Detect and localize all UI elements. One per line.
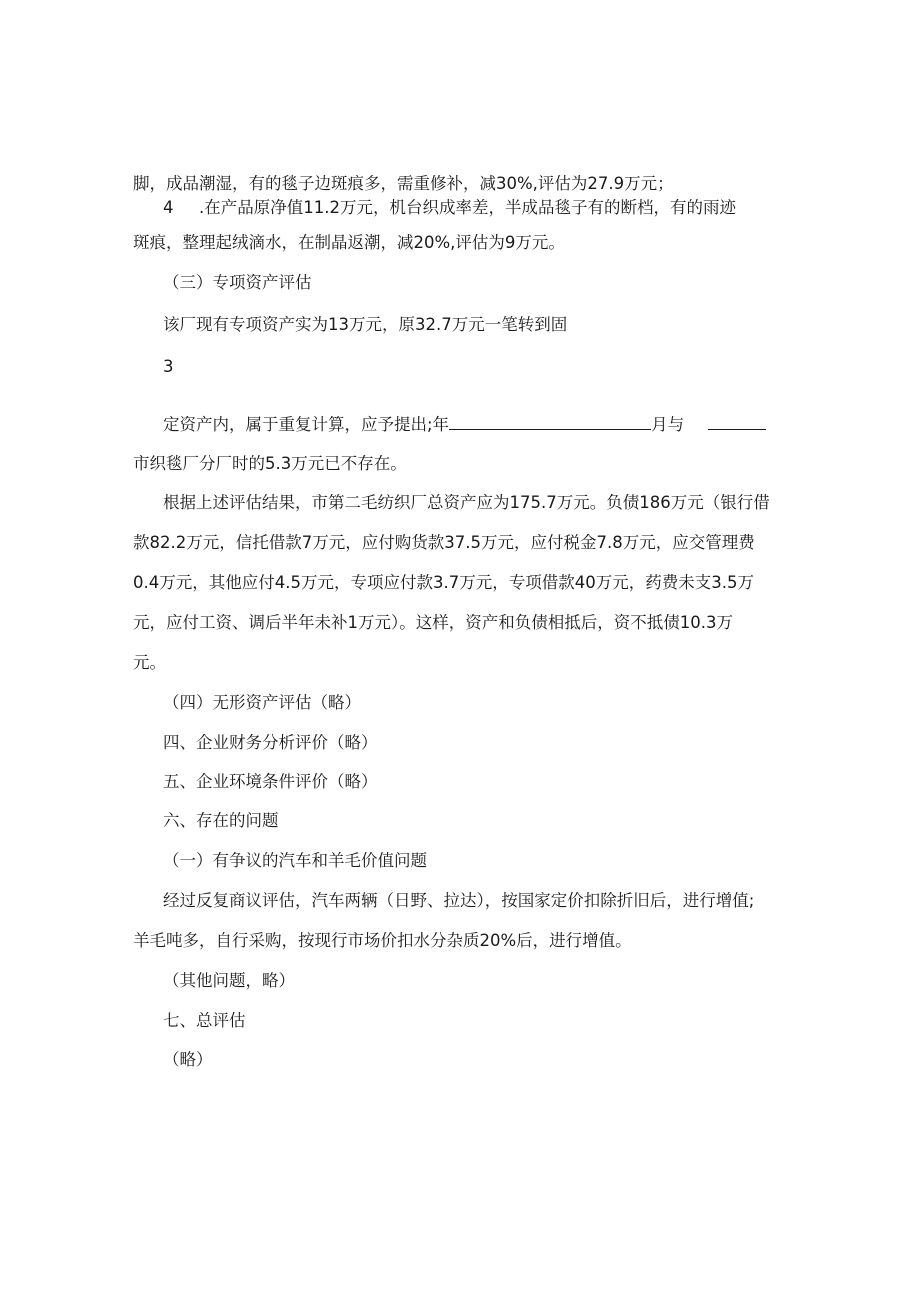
page-number: 3 [163,357,174,376]
section-heading-special-assets: （三）专项资产评估 [163,273,312,292]
section-heading-total: 七、总评估 [163,1011,246,1030]
list-item-4 [163,197,736,219]
list-number: 4 [163,198,174,217]
fill-in-blank [449,413,651,430]
text-segment: 月与 [651,415,685,434]
section-heading-finance: 四、企业财务分析评价（略） [163,733,378,752]
paragraph-line: 元，应付工资、调后半年未补1万元）。这样，资产和负债相抵后，资不抵债10.3万 [133,613,733,632]
text-line: 该厂现有专项资产实为13万元，原32.7万元一笔转到固 [163,315,568,334]
omitted-note: （略） [163,1050,213,1069]
text-segment: 定资产内，属于重复计算，应予提出;年 [163,415,450,434]
text-line: 市织毯厂分厂时的5.3万元已不存在。 [133,454,407,473]
paragraph-line: 0.4万元，其他应付4.5万元，专项应付款3.7万元，专项借款40万元，药费未支3.5万 [133,573,754,592]
section-heading-intangible: （四）无形资产评估（略） [163,693,361,712]
text-line: 斑痕，整理起绒滴水，在制晶返潮，减20%,评估为9万元。 [133,233,565,252]
section-heading-issues: 六、存在的问题 [163,811,279,830]
text-line: 脚，成品潮湿，有的毯子边斑痕多，需重修补，减30%,评估为27.9万元； [133,174,674,193]
paragraph-line: 款82.2万元，信托借款7万元，应付购货款37.5万元，应付税金7.8万元，应交管理费 [133,533,755,552]
paragraph-line: 根据上述评估结果，市第二毛纺织厂总资产应为175.7万元。负债186万元（银行借 [163,493,770,512]
section-heading-environment: 五、企业环境条件评价（略） [163,772,378,791]
paragraph-line: 经过反复商议评估，汽车两辆（日野、拉达），按国家定价扣除折旧后，进行增值; [163,891,755,910]
paragraph-line: 元。 [133,653,166,672]
list-item-text: .在产品原净值11.2万元，机台织成率差，半成品毯子有的断档，有的雨迹 [199,198,736,217]
section-heading-dispute: （一）有争议的汽车和羊毛价值问题 [163,851,427,870]
paragraph-line: 羊毛吨多，自行采购，按现行市场价扣水分杂质20%后，进行增值。 [133,931,632,950]
other-issues-note: （其他问题，略） [163,971,295,990]
text-line-with-blanks [163,413,766,436]
fill-in-blank [708,413,766,430]
